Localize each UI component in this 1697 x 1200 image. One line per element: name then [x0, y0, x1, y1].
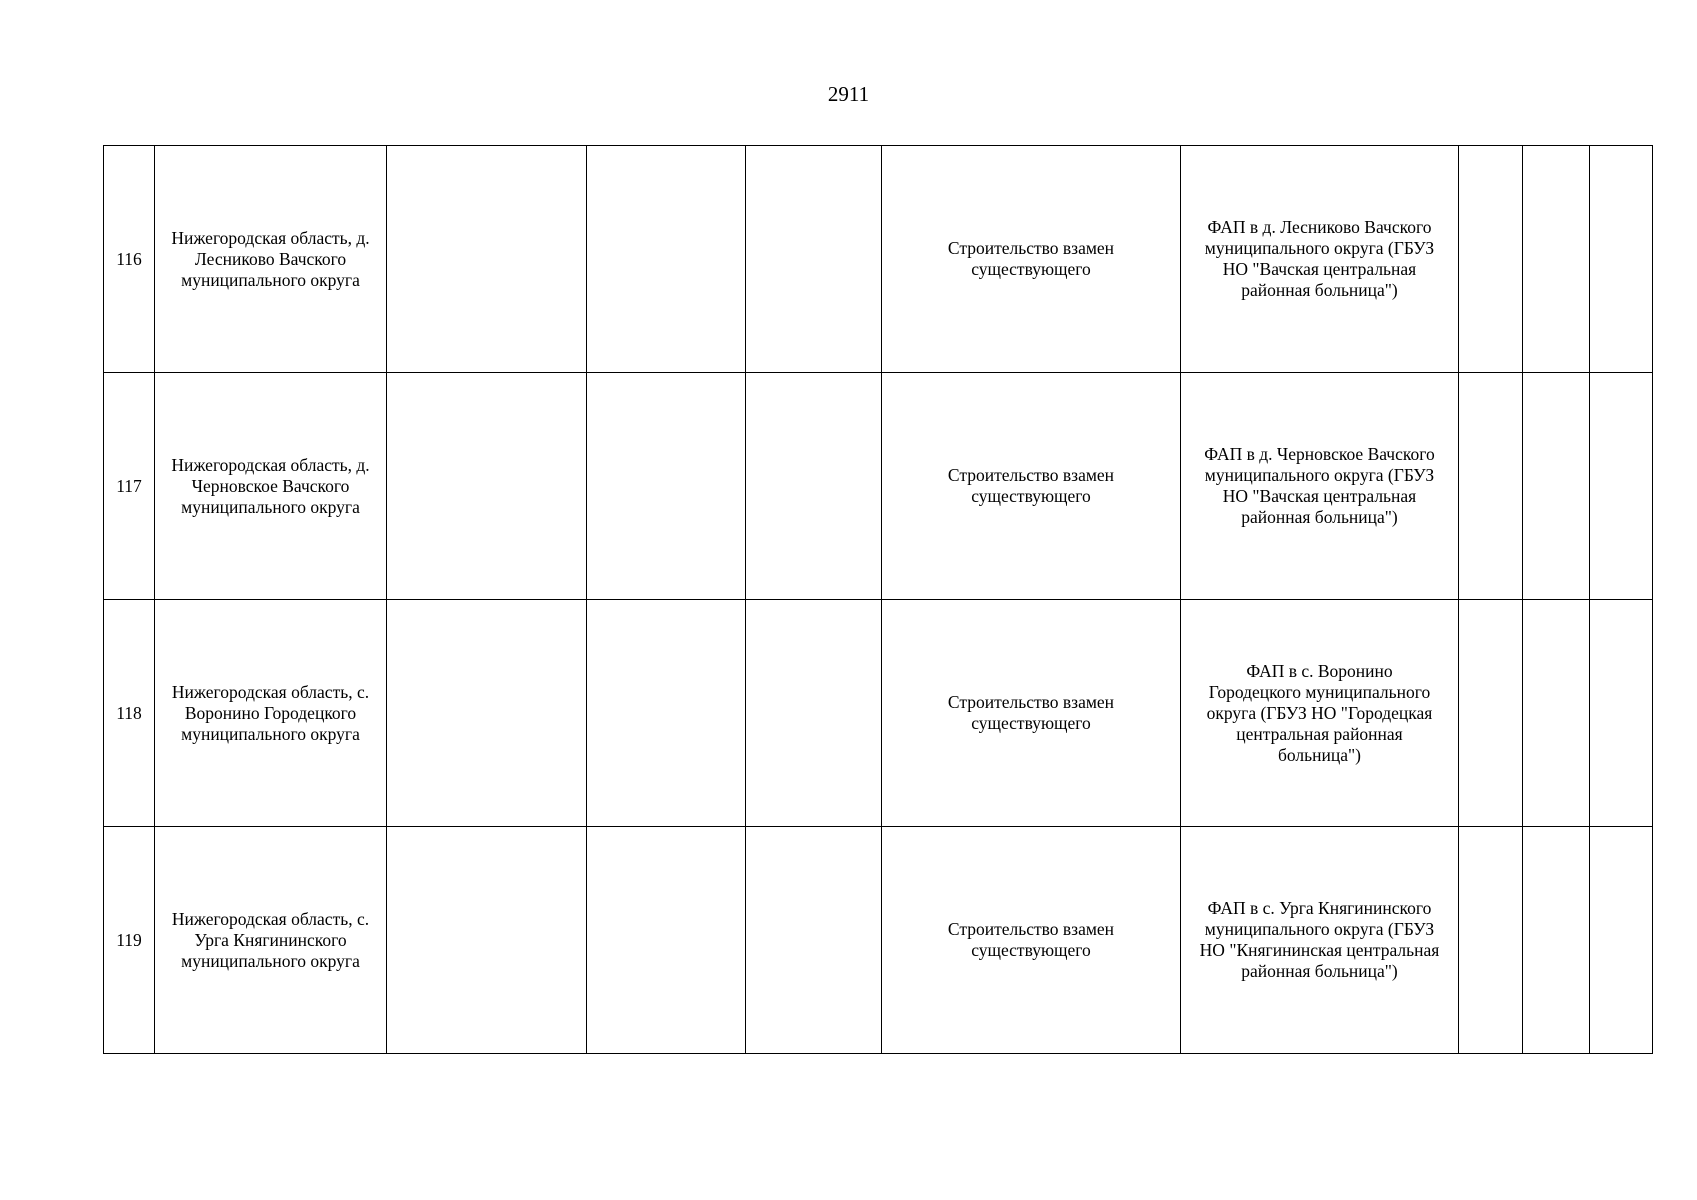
- location-cell: [155, 373, 387, 600]
- work-type-cell: [882, 827, 1181, 1054]
- location-text: Нижегородская область, д. Черновское Вачского муниципального округа: [171, 454, 370, 517]
- empty-cell: [1523, 827, 1590, 1054]
- work-type-text: Строительство взамен существующего: [947, 465, 1115, 506]
- work-type-text: Строительство взамен существующего: [947, 238, 1115, 279]
- location-text: Нижегородская область, д. Лесниково Вачского муниципального округа: [171, 227, 370, 290]
- empty-cell: [1590, 600, 1653, 827]
- empty-cell: [1459, 600, 1523, 827]
- object-cell: [1181, 373, 1459, 600]
- row-number-cell: [104, 146, 155, 373]
- row-number-cell: [104, 827, 155, 1054]
- empty-cell: [387, 146, 587, 373]
- empty-cell: [587, 373, 746, 600]
- row-number: 117: [116, 475, 142, 496]
- row-number-cell: [104, 600, 155, 827]
- empty-cell: [1523, 146, 1590, 373]
- row-number-cell: [104, 373, 155, 600]
- empty-cell: [587, 146, 746, 373]
- table-row: [104, 146, 1653, 373]
- work-type-cell: [882, 373, 1181, 600]
- empty-cell: [1590, 146, 1653, 373]
- object-text: ФАП в д. Лесниково Вачского муниципального округа (ГБУЗ НО "Вачская центральная районная больница"): [1204, 217, 1435, 300]
- empty-cell: [746, 373, 882, 600]
- location-cell: [155, 600, 387, 827]
- table-row: [104, 600, 1653, 827]
- empty-cell: [387, 373, 587, 600]
- empty-cell: [1523, 373, 1590, 600]
- empty-cell: [387, 827, 587, 1054]
- location-cell: [155, 146, 387, 373]
- location-cell: [155, 827, 387, 1054]
- object-cell: [1181, 146, 1459, 373]
- empty-cell: [1459, 373, 1523, 600]
- objects-table: [103, 145, 1653, 1054]
- object-cell: [1181, 600, 1459, 827]
- page-number: 2911: [827, 82, 870, 106]
- object-cell: [1181, 827, 1459, 1054]
- table-row: [104, 373, 1653, 600]
- empty-cell: [746, 600, 882, 827]
- empty-cell: [1590, 373, 1653, 600]
- empty-cell: [746, 146, 882, 373]
- work-type-text: Строительство взамен существующего: [947, 692, 1115, 733]
- table-row: [104, 827, 1653, 1054]
- object-text: ФАП в с. Воронино Городецкого муниципального округа (ГБУЗ НО "Городецкая центральная районная больница"): [1206, 660, 1433, 765]
- object-text: ФАП в с. Урга Княгининского муниципального округа (ГБУЗ НО "Княгининская центральная районная больница"): [1199, 898, 1440, 981]
- work-type-cell: [882, 600, 1181, 827]
- empty-cell: [387, 600, 587, 827]
- empty-cell: [746, 827, 882, 1054]
- empty-cell: [587, 600, 746, 827]
- work-type-cell: [882, 146, 1181, 373]
- work-type-text: Строительство взамен существующего: [947, 919, 1115, 960]
- row-number: 116: [116, 248, 142, 269]
- row-number: 118: [116, 702, 142, 723]
- location-text: Нижегородская область, с. Урга Княгининского муниципального округа: [171, 908, 370, 971]
- location-text: Нижегородская область, с. Воронино Городецкого муниципального округа: [171, 681, 370, 744]
- empty-cell: [587, 827, 746, 1054]
- empty-cell: [1459, 146, 1523, 373]
- object-text: ФАП в д. Черновское Вачского муниципального округа (ГБУЗ НО "Вачская центральная районная больница"): [1204, 444, 1435, 527]
- empty-cell: [1523, 600, 1590, 827]
- row-number: 119: [116, 929, 142, 950]
- empty-cell: [1590, 827, 1653, 1054]
- empty-cell: [1459, 827, 1523, 1054]
